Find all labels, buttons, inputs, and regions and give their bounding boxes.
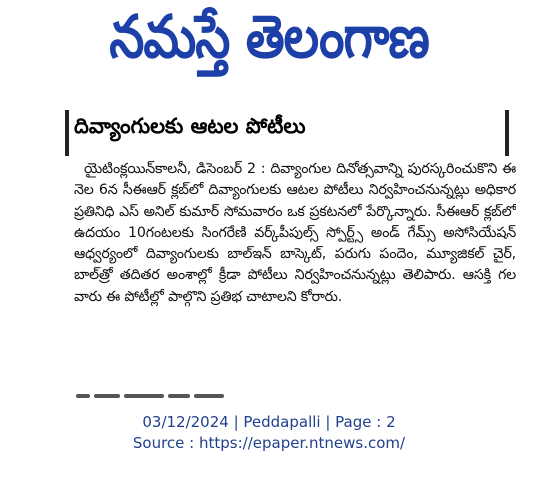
masthead [0,0,538,88]
footer-source: Source : https://epaper.ntnews.com/ [132,434,406,452]
newspaper-logo: నమస్తే తెలంగాణ [109,2,429,71]
article-body: యైటింక్లయిన్‌కాలనీ, డిసెంబర్ 2 : దివ్యాంగుల దినోత్సవాన్ని పురస్కరించుకొని ఈ నెల 6న సీఈఆర్ క్లబ్‌లో దివ్యాంగులకు ఆటల పోటీలు నిర్వహించనున్నట్లు అధికార ప్రతినిధి ఎస్ అనిల్ కుమార్ సోమవారం ఒక ప్రకటనలో పేర్కొన్నారు. సీఈఆర్ క్లబ్‌లో ఉదయం 10గంటలకు సింగరేణి వర్క్‌పీపుల్స్ స్పోర్ట్స్ అండ్ గేమ్స్ అసోసియేషన్ ఆధ్వర్యంలో దివ్యాంగులకు బాల్‌ఇన్ బాస్కెట్, పరుగు పందెం, మ్యూజికల్ చైర్, బాల్‌త్రో తదితర అంశాల్లో క్రీడా పోటీలు నిర్వహించనున్నట్లు తెలిపారు. ఆసక్తి గల వారు ఈ పోటీల్లో పాల్గొని ప్రతిభ చాటాలని కోరారు. [74,161,516,305]
clipping-footer [0,412,538,454]
footer-date-edition-page: 03/12/2024 | Peddapalli | Page : 2 [142,413,396,431]
article-headline: దివ్యాంగులకు ఆటల పోటీలు [74,114,306,138]
truncated-text-line [76,394,276,400]
